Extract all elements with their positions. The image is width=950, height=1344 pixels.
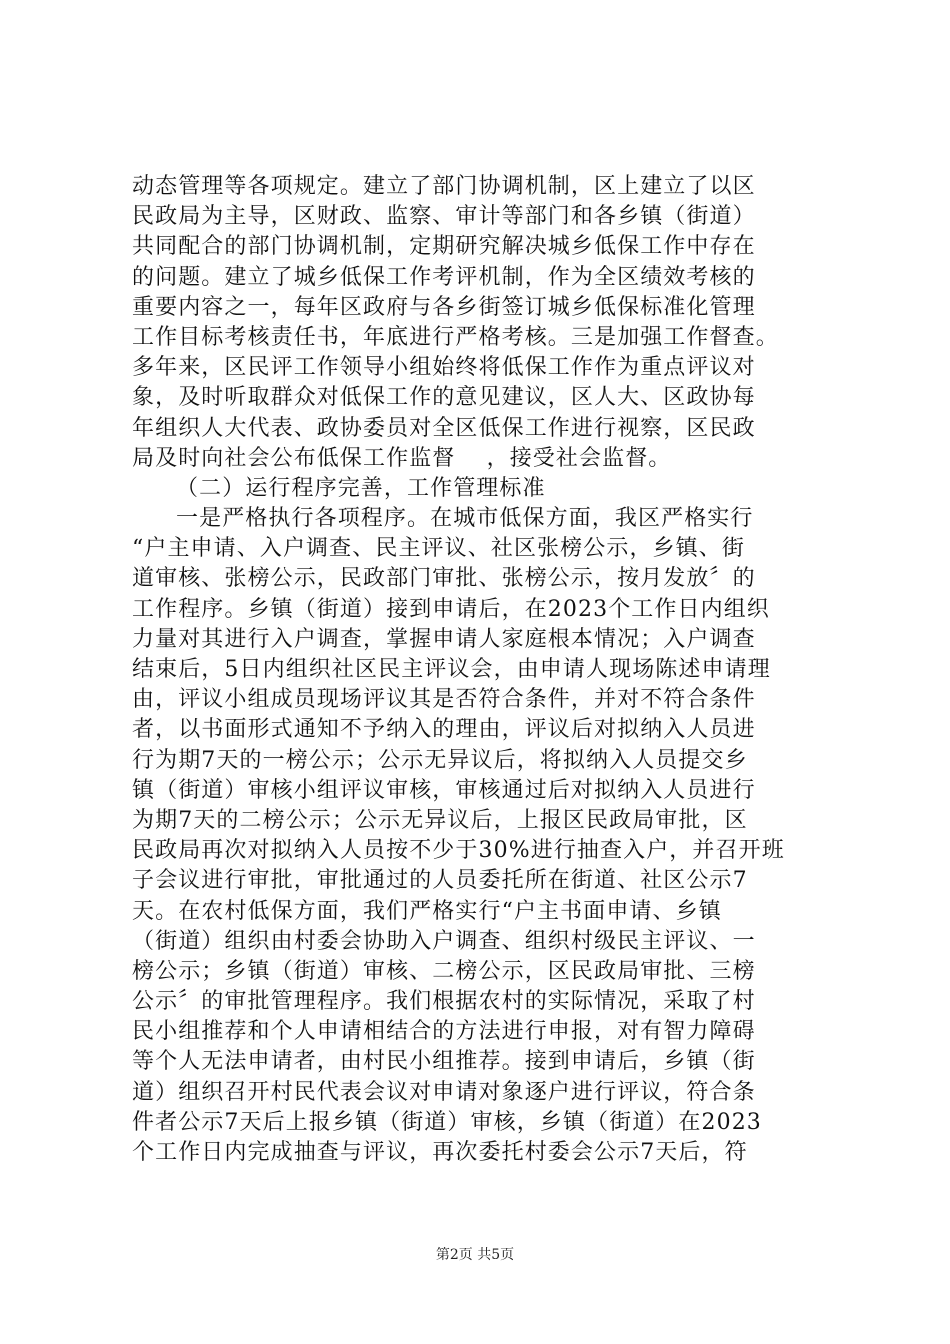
text-line: 年组织人大代表、政协委员对全区低保工作进行视察，区民政 [132,415,756,441]
text-line: 行为期7天的一榜公示；公示无异议后，将拟纳入人员提交乡 [132,747,748,773]
text-line: 等个人无法申请者，由村民小组推荐。接到申请后，乡镇（街 [132,1049,756,1075]
text-line: 的问题。建立了城乡低保工作考评机制，作为全区绩效考核的 [132,264,756,290]
text-line: 公示〞的审批管理程序。我们根据农村的实际情况，采取了村 [132,989,756,1015]
text-line: 件者公示7天后上报乡镇（街道）审核，乡镇（街道）在2023 [132,1109,762,1135]
text-line: 民小组推荐和个人申请相结合的方法进行申报，对有智力障碍 [132,1019,756,1045]
text-line: 道）组织召开村民代表会议对申请对象逐户进行评议，符合条 [132,1079,756,1105]
text-line: 镇（街道）审核小组评议审核，审核通过后对拟纳入人员进行 [132,777,756,803]
page-number-footer: 第2页 共5页 [435,1247,515,1263]
text-line: 共同配合的部门协调机制，定期研究解决城乡低保工作中存在 [132,234,756,260]
text-line: 者，以书面形式通知不予纳入的理由，评议后对拟纳入人员进 [132,717,756,743]
text-line: “户主申请、入户调查、民主评议、社区张榜公示，乡镇、街 [132,536,745,562]
text-line: 象，及时听取群众对低保工作的意见建议，区人大、区政协每 [132,385,756,411]
text-line: 个工作日内完成抽查与评议，再次委托村委会公示7天后，符 [132,1140,748,1165]
text-line: 天。在农村低保方面，我们严格实行“户主书面申请、乡镇 [132,898,722,924]
paragraph-first-line: 一是严格执行各项程序。在城市低保方面，我区严格实行 [176,506,754,532]
section-heading: （二）运行程序完善，工作管理标准 [176,475,546,501]
text-line: 动态管理等各项规定。建立了部门协调机制，区上建立了以区 [132,174,756,199]
document-body [132,172,852,1168]
text-line: 道审核、张榜公示，民政部门审批、张榜公示，按月发放〞的 [132,566,756,592]
text-line: 民政局再次对拟纳入人员按不少于30%进行抽查入户，并召开班 [132,838,785,864]
text-line: 由，评议小组成员现场评议其是否符合条件，并对不符合条件 [132,687,756,713]
text-line: 力量对其进行入户调查，掌握申请人家庭根本情况；入户调查 [132,626,756,652]
text-line: 为期7天的二榜公示；公示无异议后，上报区民政局审批，区 [132,807,748,833]
text-line: 局及时向社会公布低保工作监督 ，接受社会监督。 [132,445,672,471]
text-line: 子会议进行审批，审批通过的人员委托所在街道、社区公示7 [132,868,748,894]
text-line: 结束后，5日内组织社区民主评议会，由申请人现场陈述申请理 [132,657,771,682]
text-line: 工作目标考核责任书，年底进行严格考核。三是加强工作督查。 [132,324,779,350]
text-line: 工作程序。乡镇（街道）接到申请后，在2023个工作日内组织 [132,596,770,622]
text-line: 多年来，区民评工作领导小组始终将低保工作作为重点评议对 [132,355,756,381]
text-line: 重要内容之一，每年区政府与各乡街签订城乡低保标准化管理 [132,294,756,320]
text-line: 榜公示；乡镇（街道）审核、二榜公示，区民政局审批、三榜 [132,958,756,984]
text-line: 民政局为主导，区财政、监察、审计等部门和各乡镇（街道） [132,204,756,230]
text-line: （街道）组织由村委会协助入户调查、组织村级民主评议、一 [132,928,756,954]
